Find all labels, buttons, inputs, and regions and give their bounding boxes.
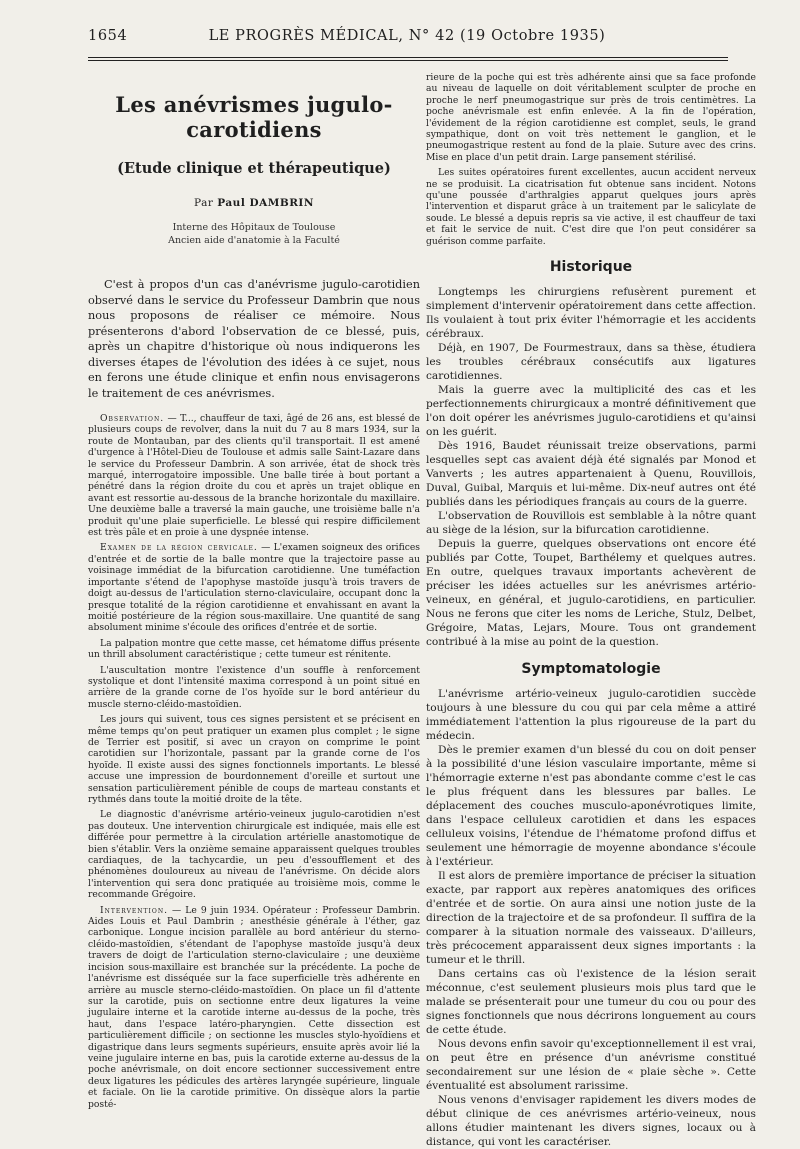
intervention-continued: rieure de la poche qui est très adhérente ainsi que sa face profonde au niveau de laquelle on doit véritablement sculpter de proche en proche le nerf pneumogastrique sur près de trois centimètres. La poche anévrismale est enfin enlevée. A la fin de l'opération, l'évidement de la région carotidienne est complet, seuls, le grand sympathique, dont on voit très nettement le ganglion, et le pneumogastrique restent au fond de la plaie. Suture avec des crins. Mise en place d'un petit drain. Large pansement stérilisé. bbox=[426, 72, 756, 163]
author-prefix: Par bbox=[194, 197, 214, 209]
body-paragraph: Nous devons enfin savoir qu'exceptionnellement il est vrai, on peut être en présence d'un anévrisme constitué secondairement sur une lésion de « plaie sèche ». Cette éventualité est absolument rarissime. bbox=[426, 1038, 756, 1093]
section-heading-symptomatologie: Symptomatologie bbox=[521, 661, 661, 678]
exam-paragraph bbox=[88, 542, 420, 633]
body-paragraph: Dès 1916, Baudet réunissait treize observations, parmi lesquelles sept cas avaient déjà été signalés par Monod et Vanverts ; les autres appartenaient à Quenu, Rouvillois, Duval, Guibal, Marquis et lui-même. Dix-neuf autres ont été publiés dans les périodiques français au cours de la guerre. bbox=[426, 440, 756, 509]
palpation-paragraph: La palpation montre que cette masse, cet hématome diffus présente un thrill absolument caractéristique ; cette tumeur est rénitente. bbox=[88, 637, 420, 661]
body-paragraph: Mais la guerre avec la multiplicité des cas et les perfectionnements chirurgicaux a montré définitivement que l'on doit opérer les anévrismes jugulo-carotidiens et qu'ainsi on les guérit. bbox=[426, 384, 756, 439]
affiliation-line: Interne des Hôpitaux de Toulouse bbox=[172, 222, 336, 233]
auscultation-paragraph: L'auscultation montre l'existence d'un souffle à renforcement systolique et dont l'intensité maxima correspond à un point situé en arrière de la grande corne de l'os hyoïde sur le bord antérieur du muscle sterno-cléido-mastoïdien. bbox=[88, 664, 420, 710]
section-heading-historique: Historique bbox=[549, 259, 633, 276]
page-number: 1654 bbox=[88, 28, 128, 44]
body-paragraph: Depuis la guerre, quelques observations ont encore été publiés par Cotte, Toupet, Barthélemy et quelques autres. En outre, quelques travaux importants achevèrent de préciser les idées actuelles sur les anévrismes artério-veineux, en général, et jugulo-carotidiens, en particulier. Nous ne ferons que citer les noms de Leriche, Stulz, Delbet, Grégoire, Matas, Lejars, Moure. Tous ont grandement contribué à la mise au point de la question. bbox=[426, 538, 756, 649]
postop-paragraph: Les suites opératoires furent excellentes, aucun accident nerveux ne se produisit. La cicatrisation fut obtenue sans incident. Notons qu'une poussée d'arthralgies apparut quelques jours après l'intervention et disparut grâce à un traitement par le salicylate de soude. Le blessé a depuis repris sa vie active, il est chauffeur de taxi et fait le service de nuit. C'est dire que l'on peut considérer sa guérison comme parfaite. bbox=[426, 167, 756, 247]
body-paragraph: Longtemps les chirurgiens refusèrent purement et simplement d'intervenir opératoirement dans cette affection. Ils voulaient à tout prix éviter l'hémorragie et les accidents cérébraux. bbox=[426, 286, 756, 341]
intro-paragraph: C'est à propos d'un cas d'anévrisme jugulo-carotidien observé dans le service du Professeur Dambrin que nous nous proposons de réaliser ce mémoire. Nous présenterons d'abord l'observation de ce blessé, puis, après un chapitre d'historique où nous indiquerons les diverses étapes de l'évolution des idées à ce sujet, nous en ferons une étude clinique et enfin nous envisagerons le traitement de ces anévrismes. bbox=[88, 278, 420, 400]
exam-text: — L'examen soigneux des orifices d'entrée et de sortie de la balle montre que la trajectoire passe au voisinage immédiat de la bifurcation carotidienne. Une tuméfaction importante s'étend de l'apophyse mastoïde jusqu'à trois travers de doigt au-dessus de l'articulation sterno-claviculaire, occupant donc la presque totalité de la région carotidienne et envahissant en avant la moitié postérieure de la région sous-maxillaire. Une quantité de sang absolument minime s'écoule des orifices d'entrée et de sortie. bbox=[88, 542, 420, 634]
article-subtitle: (Etude clinique et thérapeutique) bbox=[117, 160, 391, 177]
diagnosis-paragraph: Le diagnostic d'anévrisme artério-veineux jugulo-carotidien n'est pas douteux. Une intervention chirurgicale est indiquée, mais elle est différée pour permettre à la circulation artérielle anastomotique de bien s'établir. Vers la onzième semaine apparaissent quelques troubles cardiaques, de la tachycardie, un peu d'essoufflement et des phénomènes douloureux au niveau de l'anévrisme. On décide alors l'intervention qui sera donc pratiquée au troisième mois, comme le recommande Grégoire. bbox=[88, 809, 420, 901]
body-paragraph: L'anévrisme artério-veineux jugulo-carotidien succède toujours à une blessure du cou qui par cela même a attiré immédiatement l'attention la plus rigoureuse de la part du médecin. bbox=[426, 688, 756, 743]
affiliation-line: Ancien aide d'anatomie à la Faculté bbox=[168, 235, 340, 246]
running-header bbox=[88, 28, 726, 50]
exam-label: Examen de la région cervicale. bbox=[100, 542, 258, 554]
body-paragraph: Nous venons d'envisager rapidement les divers modes de début clinique de ces anévrismes artério-veineux, nous allons étudier maintenant les divers signes, locaux ou à distance, qui vont les caractériser. bbox=[426, 1094, 756, 1149]
author-line bbox=[88, 197, 420, 209]
left-column bbox=[88, 72, 420, 1114]
body-paragraph: Dès le premier examen d'un blessé du cou on doit penser à la possibilité d'une lésion vasculaire importante, même si l'hémorragie externe n'est pas abondante comme c'est le cas le plus fréquent dans les blessures par balles. Le déplacement des couches musculo-aponévrotiques limite, dans l'espace celluleux carotidien et dans les espaces celluleux voisins, l'étendue de l'hématome profond diffus et seulement une hémorragie de moyenne abondance s'écoule à l'extérieur. bbox=[426, 744, 756, 869]
body-paragraph: Il est alors de première importance de préciser la situation exacte, par rapport aux repères anatomiques des orifices d'entrée et de sortie. On aura ainsi une notion juste de la direction de la trajectoire et de sa profondeur. Il suffira de la comparer à la situation normale des vaisseaux. D'ailleurs, très précocement apparaissent deux signes importants : la tumeur et le thrill. bbox=[426, 870, 756, 967]
body-paragraph: L'observation de Rouvillois est semblable à la nôtre quant au siège de la lésion, sur la bifurcation carotidienne. bbox=[426, 510, 756, 537]
observation-text: — T..., chauffeur de taxi, âgé de 26 ans, est blessé de plusieurs coups de revolver, dans la nuit du 7 au 8 mars 1934, sur la route de Montauban, par des clients qu'il transportait. Il est amené d'urgence à l'Hôtel-Dieu de Toulouse et admis salle Saint-Lazare dans le service du Professeur Dambrin. A son arrivée, état de shock très marqué, interrogatoire impossible. Une balle tirée à bout portant a pénétré dans la région droite du cou et après un trajet oblique en avant est ressortie au-dessous de la branche horizontale du maxillaire. Une deuxième balle a traversé la main gauche, une troisième balle n'a produit qu'une plaie superficielle. Le blessé qui respire difficilement est très pâle et en proie à une dyspnée intense. bbox=[88, 413, 420, 539]
author-name: Paul DAMBRIN bbox=[217, 197, 314, 209]
affiliation-block bbox=[88, 221, 420, 247]
header-rule bbox=[88, 57, 728, 58]
body-paragraph: Déjà, en 1907, De Fourmestraux, dans sa thèse, étudiera les troubles cérébraux consécutifs aux ligatures carotidiennes. bbox=[426, 342, 756, 383]
intervention-label: Intervention. bbox=[100, 904, 168, 916]
header-rule-thin bbox=[88, 60, 728, 61]
days-paragraph: Les jours qui suivent, tous ces signes persistent et se précisent en même temps qu'on peut pratiquer un examen plus complet ; le signe de Terrier est positif, si avec un crayon on comprime le point carotidien sur l'horizontale, passant par la grande corne de l'os hyoïde. Il existe aussi des signes fonctionnels importants. Le blessé accuse une impression de bourdonnement d'oreille et surtout une sensation particulièrement pénible de coups de marteau constants et rythmés dans toute la moitié droite de la tête. bbox=[88, 714, 420, 805]
body-paragraph: Dans certains cas où l'existence de la lésion serait méconnue, c'est seulement plusieurs mois plus tard que le malade se présenterait pour une tumeur du cou ou pour des signes fonctionnels que nous décrirons longuement au cours de cette étude. bbox=[426, 968, 756, 1037]
article-title: Les anévrismes jugulo-carotidiens bbox=[115, 92, 393, 142]
right-column bbox=[426, 72, 756, 1149]
observation-paragraph bbox=[88, 413, 420, 538]
intervention-paragraph bbox=[88, 905, 420, 1110]
running-title: LE PROGRÈS MÉDICAL, N° 42 (19 Octobre 1935) bbox=[208, 28, 606, 44]
observation-label: Observation. bbox=[100, 413, 165, 424]
intervention-text: — Le 9 juin 1934. Opérateur : Professeur Dambrin. Aides Louis et Paul Dambrin ; anesthésie générale à l'éther, gaz carbonique. Longue incision parallèle au bord antérieur du sterno-cléido-mastoïdien, s'étendant de l'apophyse mastoïde jusqu'à deux travers de doigt de l'articulation sterno-claviculaire ; une deuxième incision sous-maxillaire est branchée sur la précédente. La poche de l'anévrisme est disséquée sur la face superficielle très adhérente en arrière au muscle sterno-cléido-mastoïdien. On place un fil d'attente sur la carotide, puis on sectionne entre deux ligatures la veine jugulaire interne et la carotide interne au-dessus de la poche, très haut, dans l'espace latéro-pharyngien. Cette dissection est particulièrement difficile ; on sectionne les muscles stylo-hyoïdiens et digastrique dans leurs segments supérieurs, ensuite après avoir lié la veine jugulaire interne en bas, puis la carotide externe au-dessus de la poche anévrismale, on doit encore sectionner successivement entre deux ligatures les pédicules des artères laryngée supérieure, linguale et faciale. On lie la carotide primitive. On dissèque alors la partie posté- bbox=[88, 904, 420, 1110]
